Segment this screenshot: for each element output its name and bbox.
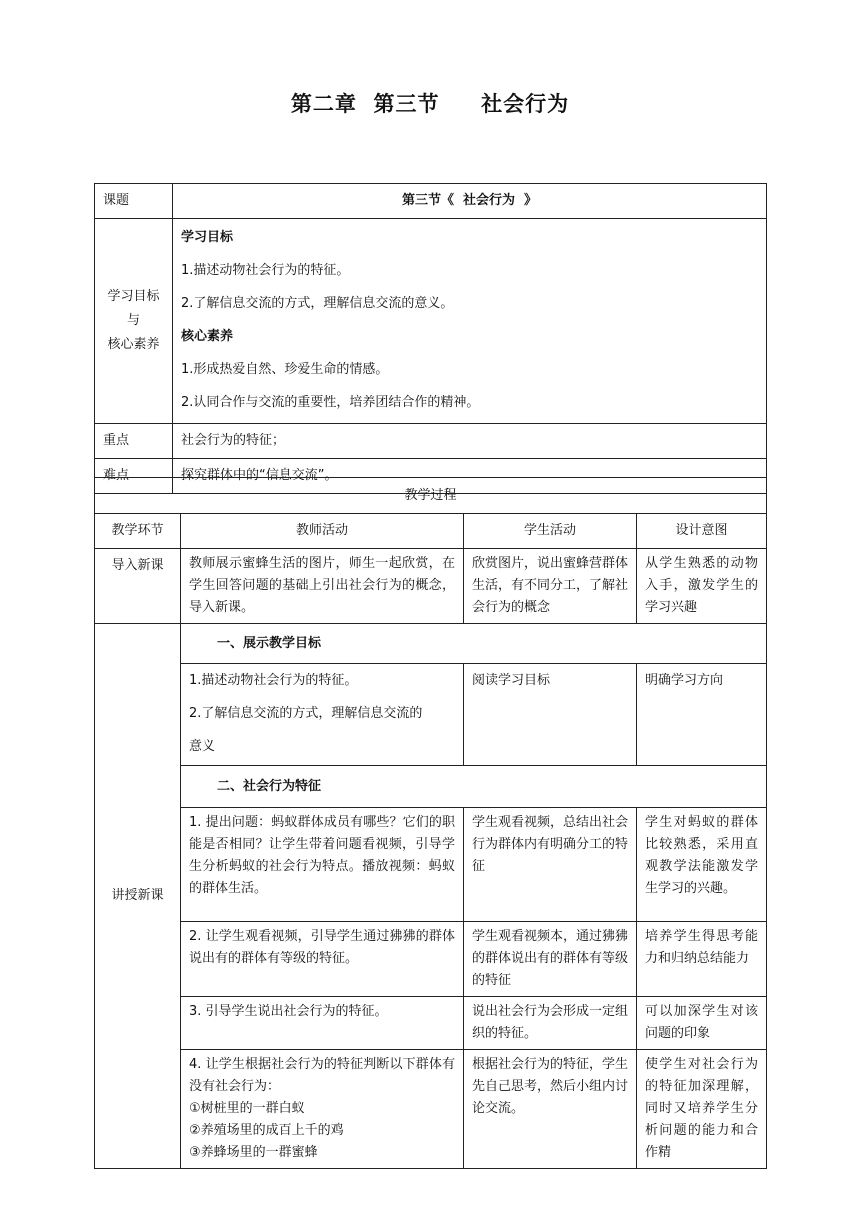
section1-teacher-line: 意义 [189,739,216,754]
intro-intent: 从学生熟悉的动物入手，激发学生的学习兴趣 [637,549,767,624]
section2-teacher: 2. 让学生观看视频，引导学生通过狒狒的群体说出有的群体有等级的特征。 [181,922,464,997]
teacher-line: ②养殖场里的成百上千的鸡 [189,1123,344,1138]
page-title: 第二章 第三节 社会行为 [290,92,570,116]
column-header: 设计意图 [637,514,767,549]
core-item: 1.形成热爱自然、珍爱生命的情感。 [181,362,389,377]
lesson-info-table [94,183,767,494]
process-heading: 教学过程 [95,478,767,514]
column-header: 学生活动 [464,514,637,549]
key-label: 重点 [95,424,173,459]
core-heading: 核心素养 [181,329,234,344]
teacher-line: ①树桩里的一群白蚁 [189,1101,305,1116]
section1-intent: 明确学习方向 [637,664,767,766]
teacher-line: ③养蜂场里的一群蜜蜂 [189,1145,318,1160]
difficult-value: 探究群体中的“信息交流”。 [173,459,767,494]
section2-intent: 培养学生得思考能力和归纳总结能力 [637,922,767,997]
goals-label-line: 学习目标 [107,289,160,304]
section1-teacher-line: 2.了解信息交流的方式，理解信息交流的 [189,706,423,721]
section1-teacher [181,664,464,766]
learning-goal-item: 2.了解信息交流的方式，理解信息交流的意义。 [181,296,454,311]
goals-label-line: 核心素养 [107,337,160,352]
goals-content [173,219,767,424]
section-title: 二、社会行为特征 [181,766,767,808]
column-header: 教师活动 [181,514,464,549]
goals-label [95,219,173,424]
section1-student: 阅读学习目标 [464,664,637,766]
section2-intent: 使学生对社会行为的特征加深理解，同时又培养学生分析问题的能力和合作精 [637,1050,767,1169]
section2-student: 说出社会行为会形成一定组织的特征。 [464,997,637,1050]
section2-intent: 学生对蚂蚁的群体比较熟悉，采用直观教学法能激发学生学习的兴趣。 [637,808,767,922]
section1-teacher-line: 1.描述动物社会行为的特征。 [189,673,358,688]
stage-lecture: 讲授新课 [95,624,181,1169]
section2-student: 学生观看视频本，通过狒狒的群体说出有的群体有等级的特征 [464,922,637,997]
section2-student: 学生观看视频，总结出社会行为群体内有明确分工的特征 [464,808,637,922]
core-item: 2.认同合作与交流的重要性，培养团结合作的精神。 [181,395,480,410]
key-value: 社会行为的特征； [173,424,767,459]
difficult-label: 难点 [95,459,173,494]
intro-teacher: 教师展示蜜蜂生活的图片，师生一起欣赏，在学生回答问题的基础上引出社会行为的概念，导入新课。 [181,549,464,624]
column-header: 教学环节 [95,514,181,549]
section-title: 一、展示教学目标 [181,624,767,664]
section2-teacher [181,1050,464,1169]
learning-goals-heading: 学习目标 [181,230,234,245]
section2-teacher: 1. 提出问题：蚂蚁群体成员有哪些？它们的职能是否相同？让学生带着问题看视频，引导学生分析蚂蚁的社会行为特点。播放视频：蚂蚁的群体生活。 [181,808,464,922]
topic-value: 第三节《 社会行为 》 [173,184,767,219]
section2-teacher: 3. 引导学生说出社会行为的特征。 [181,997,464,1050]
intro-student: 欣赏图片，说出蜜蜂营群体生活，有不同分工，了解社会行为的概念 [464,549,637,624]
stage-intro: 导入新课 [95,549,181,624]
section2-student: 根据社会行为的特征，学生先自己思考，然后小组内讨论交流。 [464,1050,637,1169]
goals-label-line: 与 [126,313,140,328]
topic-label: 课题 [95,184,173,219]
teacher-line: 4. 让学生根据社会行为的特征判断以下群体有没有社会行为： [189,1057,455,1094]
learning-goal-item: 1.描述动物社会行为的特征。 [181,263,350,278]
teaching-process-table [94,477,767,1169]
section2-intent: 可以加深学生对该问题的印象 [637,997,767,1050]
